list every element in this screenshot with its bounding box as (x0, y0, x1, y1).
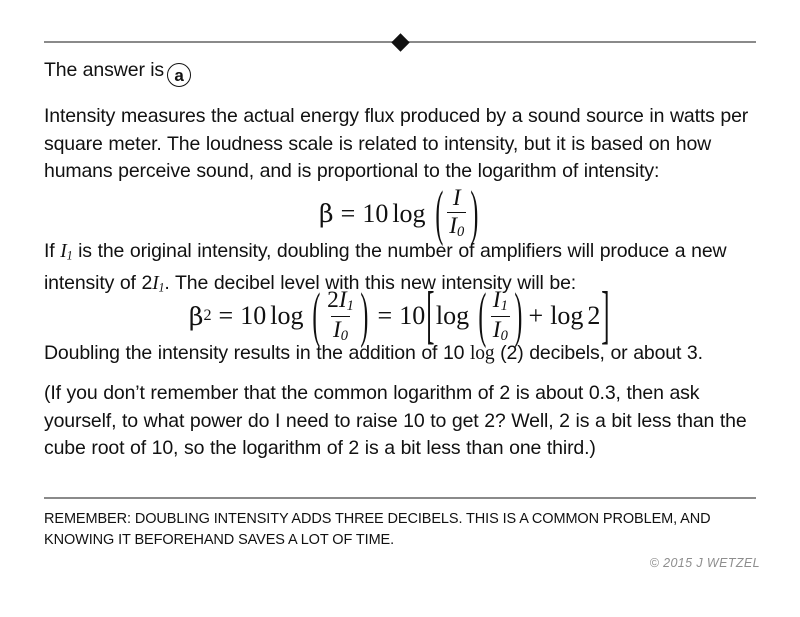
eq2-open-paren-1: ( (312, 281, 321, 350)
copyright-notice: © 2015 J WETZEL (649, 556, 760, 570)
paragraph-intro: Intensity measures the actual energy flux produced by a sound source in watts per square meter. The loudness scale is related to intensity, but it is based on how humans perceive sound, and is proportional to the logarithm of intensity: (44, 105, 749, 182)
eq2-num1-symbol: I (338, 287, 347, 313)
eq2-coefficient-1: 10 (240, 301, 267, 331)
eq2-num2-sub: 1 (500, 298, 508, 315)
eq2-log-2: log (435, 301, 470, 331)
setup-symbol-I2: I (152, 273, 159, 295)
eq2-plus: + (528, 301, 544, 331)
eq2-numerator-2 (491, 288, 510, 316)
eq1-denominator-sub: 0 (457, 224, 465, 241)
setup-text-2: is the original intensity, doubling the number of amplifiers will produce a new intensity of 2 (44, 240, 727, 295)
eq2-beta: β (188, 301, 204, 331)
setup-symbol-I2-sub: 1 (158, 280, 165, 295)
setup-text-3: . The decibel level with this new intensity will be: (164, 272, 577, 295)
setup-text-1: If (44, 240, 61, 262)
eq1-coefficient: 10 (362, 198, 389, 228)
eq2-log-3: log (550, 301, 584, 331)
equation-beta-definition (0, 178, 800, 247)
eq2-equals-1: = (218, 301, 234, 331)
eq1-numerator: I (452, 185, 461, 211)
eq2-coefficient-2: 10 (399, 301, 426, 331)
top-divider (44, 41, 756, 43)
answer-choice-badge: a (167, 63, 191, 87)
eq2-fraction-1 (323, 288, 358, 345)
eq2-close-paren-2: ) (514, 281, 523, 350)
eq2-num2-symbol: I (492, 287, 501, 313)
eq1-denominator-symbol: I (449, 213, 458, 240)
setup-symbol-I: I (60, 241, 67, 262)
eq2-den1-symbol: I (332, 316, 341, 343)
answer-line (44, 57, 191, 87)
eq1-denominator (447, 212, 466, 241)
result-text-2: (2) decibels, or about 3. (494, 342, 703, 364)
eq2-log-1: log (270, 301, 304, 331)
setup-symbol-I-sub: 1 (66, 248, 73, 263)
answer-prefix: The answer is (44, 59, 165, 81)
eq2-open-bracket: [ (426, 278, 435, 352)
eq1-fraction (445, 186, 468, 241)
eq2-num1-coeff: 2 (327, 287, 339, 313)
eq1-open-paren: ( (434, 178, 443, 247)
eq2-operand: 2 (587, 301, 601, 331)
paragraph-aside: (If you don’t remember that the common logarithm of 2 is about 0.3, then ask yourself, to what power do I need to raise 10 to get 2? Well, 2 is a bit less than the cube root of 10, so the logarithm of 2 is a bit less than one third.) (44, 382, 747, 459)
eq1-beta: β (319, 199, 334, 229)
paragraph-result (44, 340, 759, 368)
eq2-equals-2: = (377, 301, 393, 331)
eq1-equals: = (340, 198, 356, 228)
remember-note: REMEMBER: DOUBLING INTENSITY ADDS THREE DECIBELS. THIS IS A COMMON PROBLEM, AND KNOWING IT BEFOREHAND SAVES A LOT OF TIME. (44, 511, 711, 548)
bottom-divider (44, 497, 756, 499)
eq2-den2-sub: 0 (500, 328, 508, 345)
diamond-icon (391, 33, 409, 51)
eq2-fraction-2 (489, 288, 512, 345)
eq1-close-paren: ) (470, 178, 479, 247)
eq2-open-paren-2: ( (478, 281, 487, 350)
eq2-numerator-1 (325, 288, 356, 316)
eq2-den1-sub: 0 (340, 328, 349, 345)
eq2-den2-symbol: I (492, 316, 501, 343)
eq2-beta-sub: 2 (203, 307, 212, 325)
eq2-close-paren-1: ) (360, 281, 369, 350)
result-log-symbol: log (470, 343, 495, 364)
eq2-close-bracket: ] (601, 278, 610, 352)
eq1-log: log (392, 198, 426, 228)
eq2-num1-sub: 1 (346, 298, 354, 315)
result-text-1: Doubling the intensity results in the addition of 10 (44, 342, 471, 364)
